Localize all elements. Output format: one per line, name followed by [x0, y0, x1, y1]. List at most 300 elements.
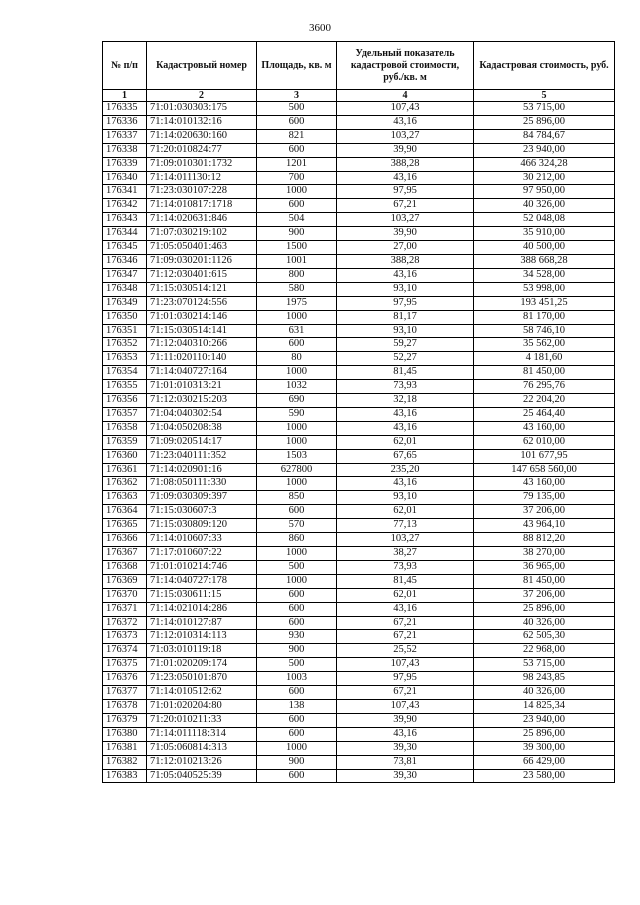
cadastral-value-cell: 466 324,28 [474, 157, 615, 171]
cadastral-number-cell: 71:04:040302:54 [147, 407, 257, 421]
table-row [103, 769, 615, 783]
table-row [103, 324, 615, 338]
col-number-3: 3 [257, 90, 337, 102]
specific-value-cell: 39,90 [337, 227, 474, 241]
specific-value-cell: 97,95 [337, 296, 474, 310]
cadastral-number-cell: 71:14:010132:16 [147, 115, 257, 129]
specific-value-cell: 97,95 [337, 185, 474, 199]
cadastral-value-cell: 34 528,00 [474, 268, 615, 282]
area-cell: 860 [257, 533, 337, 547]
row-number-cell: 176361 [103, 463, 147, 477]
cadastral-value-cell: 43 160,00 [474, 477, 615, 491]
cadastral-number-cell: 71:15:030514:121 [147, 282, 257, 296]
row-number-cell: 176377 [103, 686, 147, 700]
cadastral-number-cell: 71:17:010607:22 [147, 547, 257, 561]
cadastral-number-cell: 71:03:010119:18 [147, 644, 257, 658]
row-number-cell: 176364 [103, 505, 147, 519]
table-row [103, 366, 615, 380]
cadastral-value-cell: 84 784,67 [474, 129, 615, 143]
area-cell: 1975 [257, 296, 337, 310]
specific-value-cell: 62,01 [337, 435, 474, 449]
cadastral-number-cell: 71:12:010213:26 [147, 755, 257, 769]
cadastral-value-cell: 81 450,00 [474, 366, 615, 380]
row-number-cell: 176360 [103, 449, 147, 463]
area-cell: 900 [257, 644, 337, 658]
table-row [103, 143, 615, 157]
area-cell: 1000 [257, 477, 337, 491]
table-row [103, 213, 615, 227]
cadastral-number-cell: 71:15:030611:15 [147, 588, 257, 602]
table-row [103, 227, 615, 241]
cadastral-value-cell: 388 668,28 [474, 254, 615, 268]
area-cell: 600 [257, 602, 337, 616]
area-cell: 580 [257, 282, 337, 296]
table-row [103, 338, 615, 352]
cadastral-value-cell: 81 170,00 [474, 310, 615, 324]
table-row [103, 310, 615, 324]
cadastral-value-cell: 35 562,00 [474, 338, 615, 352]
specific-value-cell: 73,93 [337, 380, 474, 394]
cadastral-number-cell: 71:14:020631:846 [147, 213, 257, 227]
cadastral-number-cell: 71:14:020901:16 [147, 463, 257, 477]
cadastral-value-cell: 97 950,00 [474, 185, 615, 199]
specific-value-cell: 67,21 [337, 199, 474, 213]
cadastral-number-cell: 71:05:050401:463 [147, 241, 257, 255]
row-number-cell: 176336 [103, 115, 147, 129]
cadastral-number-cell: 71:14:020630:160 [147, 129, 257, 143]
cadastral-number-cell: 71:01:020204:80 [147, 699, 257, 713]
area-cell: 500 [257, 102, 337, 116]
specific-value-cell: 103,27 [337, 213, 474, 227]
area-cell: 1000 [257, 435, 337, 449]
area-cell: 500 [257, 560, 337, 574]
cadastral-value-cell: 4 181,60 [474, 352, 615, 366]
specific-value-cell: 43,16 [337, 171, 474, 185]
specific-value-cell: 52,27 [337, 352, 474, 366]
cadastral-number-cell: 71:04:050208:38 [147, 421, 257, 435]
cadastral-number-cell: 71:14:010607:33 [147, 533, 257, 547]
specific-value-cell: 59,27 [337, 338, 474, 352]
specific-value-cell: 73,81 [337, 755, 474, 769]
row-number-cell: 176379 [103, 713, 147, 727]
table-row [103, 672, 615, 686]
area-cell: 600 [257, 505, 337, 519]
row-number-cell: 176381 [103, 741, 147, 755]
row-number-cell: 176339 [103, 157, 147, 171]
area-cell: 1000 [257, 574, 337, 588]
table-row [103, 588, 615, 602]
cadastral-value-cell: 40 500,00 [474, 241, 615, 255]
table-row [103, 630, 615, 644]
row-number-cell: 176357 [103, 407, 147, 421]
specific-value-cell: 103,27 [337, 129, 474, 143]
table-row [103, 505, 615, 519]
table-row [103, 560, 615, 574]
table-row [103, 254, 615, 268]
table-row [103, 491, 615, 505]
cadastral-value-cell: 37 206,00 [474, 505, 615, 519]
area-cell: 1003 [257, 672, 337, 686]
row-number-cell: 176365 [103, 519, 147, 533]
row-number-cell: 176337 [103, 129, 147, 143]
col-number-1: 1 [103, 90, 147, 102]
area-cell: 1000 [257, 741, 337, 755]
cadastral-value-cell: 62 010,00 [474, 435, 615, 449]
row-number-cell: 176353 [103, 352, 147, 366]
cadastral-number-cell: 71:14:011118:314 [147, 727, 257, 741]
table-row [103, 616, 615, 630]
page-number: 3600 [309, 22, 331, 34]
table-row [103, 463, 615, 477]
specific-value-cell: 81,45 [337, 574, 474, 588]
specific-value-cell: 93,10 [337, 491, 474, 505]
specific-value-cell: 81,17 [337, 310, 474, 324]
row-number-cell: 176354 [103, 366, 147, 380]
table-row [103, 282, 615, 296]
cadastral-number-cell: 71:15:030809:120 [147, 519, 257, 533]
cadastral-value-cell: 37 206,00 [474, 588, 615, 602]
area-cell: 570 [257, 519, 337, 533]
col-header-cadastral-value: Кадастровая стоимость, руб. [474, 42, 615, 90]
area-cell: 1000 [257, 547, 337, 561]
cadastral-number-cell: 71:05:040525:39 [147, 769, 257, 783]
row-number-cell: 176342 [103, 199, 147, 213]
area-cell: 1500 [257, 241, 337, 255]
row-number-cell: 176350 [103, 310, 147, 324]
cadastral-number-cell: 71:23:070124:556 [147, 296, 257, 310]
row-number-cell: 176359 [103, 435, 147, 449]
cadastral-value-table [102, 41, 615, 783]
row-number-cell: 176343 [103, 213, 147, 227]
row-number-cell: 176351 [103, 324, 147, 338]
specific-value-cell: 235,20 [337, 463, 474, 477]
cadastral-value-cell: 40 326,00 [474, 616, 615, 630]
specific-value-cell: 62,01 [337, 505, 474, 519]
row-number-cell: 176373 [103, 630, 147, 644]
area-cell: 138 [257, 699, 337, 713]
table-row [103, 171, 615, 185]
cadastral-number-cell: 71:23:030107:228 [147, 185, 257, 199]
cadastral-value-cell: 22 968,00 [474, 644, 615, 658]
area-cell: 600 [257, 338, 337, 352]
area-cell: 1503 [257, 449, 337, 463]
row-number-cell: 176369 [103, 574, 147, 588]
specific-value-cell: 43,16 [337, 421, 474, 435]
area-cell: 800 [257, 268, 337, 282]
cadastral-number-cell: 71:01:030214:146 [147, 310, 257, 324]
row-number-cell: 176362 [103, 477, 147, 491]
row-number-cell: 176344 [103, 227, 147, 241]
area-cell: 700 [257, 171, 337, 185]
cadastral-number-cell: 71:08:050111:330 [147, 477, 257, 491]
cadastral-value-cell: 76 295,76 [474, 380, 615, 394]
table-row [103, 699, 615, 713]
cadastral-value-cell: 43 964,10 [474, 519, 615, 533]
cadastral-number-cell: 71:12:030401:615 [147, 268, 257, 282]
col-header-area: Площадь, кв. м [257, 42, 337, 90]
cadastral-value-cell: 23 940,00 [474, 713, 615, 727]
table-row [103, 727, 615, 741]
specific-value-cell: 81,45 [337, 366, 474, 380]
specific-value-cell: 43,16 [337, 115, 474, 129]
cadastral-number-cell: 71:14:021014:286 [147, 602, 257, 616]
cadastral-value-cell: 23 940,00 [474, 143, 615, 157]
row-number-cell: 176349 [103, 296, 147, 310]
cadastral-value-cell: 79 135,00 [474, 491, 615, 505]
specific-value-cell: 93,10 [337, 282, 474, 296]
area-cell: 1001 [257, 254, 337, 268]
specific-value-cell: 43,16 [337, 477, 474, 491]
row-number-cell: 176348 [103, 282, 147, 296]
specific-value-cell: 77,13 [337, 519, 474, 533]
table-row [103, 686, 615, 700]
table-row [103, 658, 615, 672]
specific-value-cell: 67,21 [337, 630, 474, 644]
cadastral-number-cell: 71:11:020110:140 [147, 352, 257, 366]
cadastral-value-cell: 101 677,95 [474, 449, 615, 463]
cadastral-number-cell: 71:05:060814:313 [147, 741, 257, 755]
row-number-cell: 176366 [103, 533, 147, 547]
row-number-cell: 176363 [103, 491, 147, 505]
cadastral-value-cell: 35 910,00 [474, 227, 615, 241]
cadastral-value-cell: 25 896,00 [474, 727, 615, 741]
cadastral-value-cell: 58 746,10 [474, 324, 615, 338]
col-number-5: 5 [474, 90, 615, 102]
table-row [103, 713, 615, 727]
table-row [103, 157, 615, 171]
specific-value-cell: 39,30 [337, 741, 474, 755]
area-cell: 1000 [257, 310, 337, 324]
cadastral-value-cell: 81 450,00 [474, 574, 615, 588]
area-cell: 690 [257, 394, 337, 408]
area-cell: 600 [257, 769, 337, 783]
cadastral-number-cell: 71:07:030219:102 [147, 227, 257, 241]
row-number-cell: 176374 [103, 644, 147, 658]
cadastral-number-cell: 71:23:050101:870 [147, 672, 257, 686]
cadastral-number-cell: 71:09:030309:397 [147, 491, 257, 505]
area-cell: 850 [257, 491, 337, 505]
cadastral-value-cell: 36 965,00 [474, 560, 615, 574]
row-number-cell: 176370 [103, 588, 147, 602]
row-number-cell: 176335 [103, 102, 147, 116]
cadastral-number-cell: 71:09:010301:1732 [147, 157, 257, 171]
cadastral-value-cell: 38 270,00 [474, 547, 615, 561]
specific-value-cell: 39,30 [337, 769, 474, 783]
cadastral-number-cell: 71:12:040310:266 [147, 338, 257, 352]
table-row [103, 644, 615, 658]
row-number-cell: 176340 [103, 171, 147, 185]
row-number-cell: 176352 [103, 338, 147, 352]
cadastral-value-cell: 52 048,08 [474, 213, 615, 227]
row-number-cell: 176338 [103, 143, 147, 157]
table-row [103, 241, 615, 255]
cadastral-value-cell: 147 658 560,00 [474, 463, 615, 477]
cadastral-value-cell: 40 326,00 [474, 199, 615, 213]
table-row [103, 129, 615, 143]
area-cell: 627800 [257, 463, 337, 477]
cadastral-value-cell: 22 204,20 [474, 394, 615, 408]
specific-value-cell: 388,28 [337, 254, 474, 268]
cadastral-number-cell: 71:23:040111:352 [147, 449, 257, 463]
cadastral-number-cell: 71:01:010313:21 [147, 380, 257, 394]
cadastral-number-cell: 71:09:020514:17 [147, 435, 257, 449]
cadastral-value-cell: 53 715,00 [474, 102, 615, 116]
row-number-cell: 176375 [103, 658, 147, 672]
area-cell: 600 [257, 588, 337, 602]
row-number-cell: 176358 [103, 421, 147, 435]
specific-value-cell: 32,18 [337, 394, 474, 408]
cadastral-value-cell: 66 429,00 [474, 755, 615, 769]
row-number-cell: 176371 [103, 602, 147, 616]
cadastral-value-cell: 53 715,00 [474, 658, 615, 672]
cadastral-number-cell: 71:01:010214:746 [147, 560, 257, 574]
specific-value-cell: 43,16 [337, 727, 474, 741]
specific-value-cell: 38,27 [337, 547, 474, 561]
cadastral-value-cell: 25 464,40 [474, 407, 615, 421]
table-row [103, 421, 615, 435]
row-number-cell: 176372 [103, 616, 147, 630]
row-number-cell: 176341 [103, 185, 147, 199]
specific-value-cell: 93,10 [337, 324, 474, 338]
table-row [103, 380, 615, 394]
area-cell: 600 [257, 143, 337, 157]
table-row [103, 477, 615, 491]
table-row [103, 102, 615, 116]
table-row [103, 394, 615, 408]
table-row [103, 352, 615, 366]
area-cell: 600 [257, 713, 337, 727]
specific-value-cell: 103,27 [337, 533, 474, 547]
specific-value-cell: 62,01 [337, 588, 474, 602]
area-cell: 900 [257, 755, 337, 769]
area-cell: 900 [257, 227, 337, 241]
cadastral-number-cell: 71:01:030303:175 [147, 102, 257, 116]
area-cell: 821 [257, 129, 337, 143]
specific-value-cell: 43,16 [337, 407, 474, 421]
row-number-cell: 176376 [103, 672, 147, 686]
table-row [103, 449, 615, 463]
col-number-4: 4 [337, 90, 474, 102]
specific-value-cell: 97,95 [337, 672, 474, 686]
cadastral-value-cell: 43 160,00 [474, 421, 615, 435]
table-row [103, 547, 615, 561]
table-row [103, 519, 615, 533]
col-header-cadastral-number: Кадастровый номер [147, 42, 257, 90]
cadastral-number-cell: 71:12:010314:113 [147, 630, 257, 644]
table-row [103, 199, 615, 213]
specific-value-cell: 39,90 [337, 143, 474, 157]
cadastral-value-cell: 53 998,00 [474, 282, 615, 296]
cadastral-number-cell: 71:15:030514:141 [147, 324, 257, 338]
col-header-specific-value: Удельный показатель кадастровой стоимости, руб./кв. м [337, 42, 474, 90]
col-header-row-number: № п/п [103, 42, 147, 90]
cadastral-value-cell: 40 326,00 [474, 686, 615, 700]
area-cell: 1032 [257, 380, 337, 394]
table-header [103, 42, 615, 102]
specific-value-cell: 73,93 [337, 560, 474, 574]
table-row [103, 574, 615, 588]
table-row [103, 115, 615, 129]
row-number-cell: 176355 [103, 380, 147, 394]
cadastral-value-cell: 25 896,00 [474, 602, 615, 616]
table-row [103, 407, 615, 421]
specific-value-cell: 25,52 [337, 644, 474, 658]
table-row [103, 741, 615, 755]
cadastral-number-cell: 71:14:010512:62 [147, 686, 257, 700]
cadastral-number-cell: 71:15:030607:3 [147, 505, 257, 519]
area-cell: 500 [257, 658, 337, 672]
area-cell: 600 [257, 199, 337, 213]
cadastral-number-cell: 71:20:010211:33 [147, 713, 257, 727]
area-cell: 590 [257, 407, 337, 421]
table-row [103, 755, 615, 769]
table-row [103, 602, 615, 616]
area-cell: 600 [257, 115, 337, 129]
cadastral-number-cell: 71:09:030201:1126 [147, 254, 257, 268]
specific-value-cell: 388,28 [337, 157, 474, 171]
row-number-cell: 176356 [103, 394, 147, 408]
cadastral-value-cell: 25 896,00 [474, 115, 615, 129]
area-cell: 1201 [257, 157, 337, 171]
cadastral-number-cell: 71:14:040727:164 [147, 366, 257, 380]
row-number-cell: 176382 [103, 755, 147, 769]
row-number-cell: 176368 [103, 560, 147, 574]
table-row [103, 533, 615, 547]
cadastral-number-cell: 71:01:020209:174 [147, 658, 257, 672]
table-row [103, 268, 615, 282]
cadastral-value-cell: 193 451,25 [474, 296, 615, 310]
cadastral-number-cell: 71:20:010824:77 [147, 143, 257, 157]
specific-value-cell: 43,16 [337, 268, 474, 282]
col-number-2: 2 [147, 90, 257, 102]
cadastral-value-cell: 62 505,30 [474, 630, 615, 644]
table-row [103, 296, 615, 310]
specific-value-cell: 107,43 [337, 658, 474, 672]
specific-value-cell: 107,43 [337, 699, 474, 713]
area-cell: 80 [257, 352, 337, 366]
area-cell: 1000 [257, 366, 337, 380]
area-cell: 600 [257, 727, 337, 741]
specific-value-cell: 39,90 [337, 713, 474, 727]
cadastral-number-cell: 71:14:010127:87 [147, 616, 257, 630]
row-number-cell: 176367 [103, 547, 147, 561]
area-cell: 930 [257, 630, 337, 644]
specific-value-cell: 67,65 [337, 449, 474, 463]
cadastral-number-cell: 71:14:010817:1718 [147, 199, 257, 213]
specific-value-cell: 107,43 [337, 102, 474, 116]
row-number-cell: 176345 [103, 241, 147, 255]
row-number-cell: 176346 [103, 254, 147, 268]
cadastral-value-cell: 23 580,00 [474, 769, 615, 783]
cadastral-value-cell: 98 243,85 [474, 672, 615, 686]
area-cell: 600 [257, 686, 337, 700]
specific-value-cell: 67,21 [337, 686, 474, 700]
table-row [103, 185, 615, 199]
area-cell: 1000 [257, 185, 337, 199]
row-number-cell: 176347 [103, 268, 147, 282]
cadastral-number-cell: 71:14:011130:12 [147, 171, 257, 185]
cadastral-value-cell: 39 300,00 [474, 741, 615, 755]
specific-value-cell: 67,21 [337, 616, 474, 630]
table-row [103, 435, 615, 449]
cadastral-number-cell: 71:12:030215:203 [147, 394, 257, 408]
specific-value-cell: 43,16 [337, 602, 474, 616]
row-number-cell: 176378 [103, 699, 147, 713]
row-number-cell: 176380 [103, 727, 147, 741]
table-body [103, 102, 615, 783]
row-number-cell: 176383 [103, 769, 147, 783]
area-cell: 600 [257, 616, 337, 630]
